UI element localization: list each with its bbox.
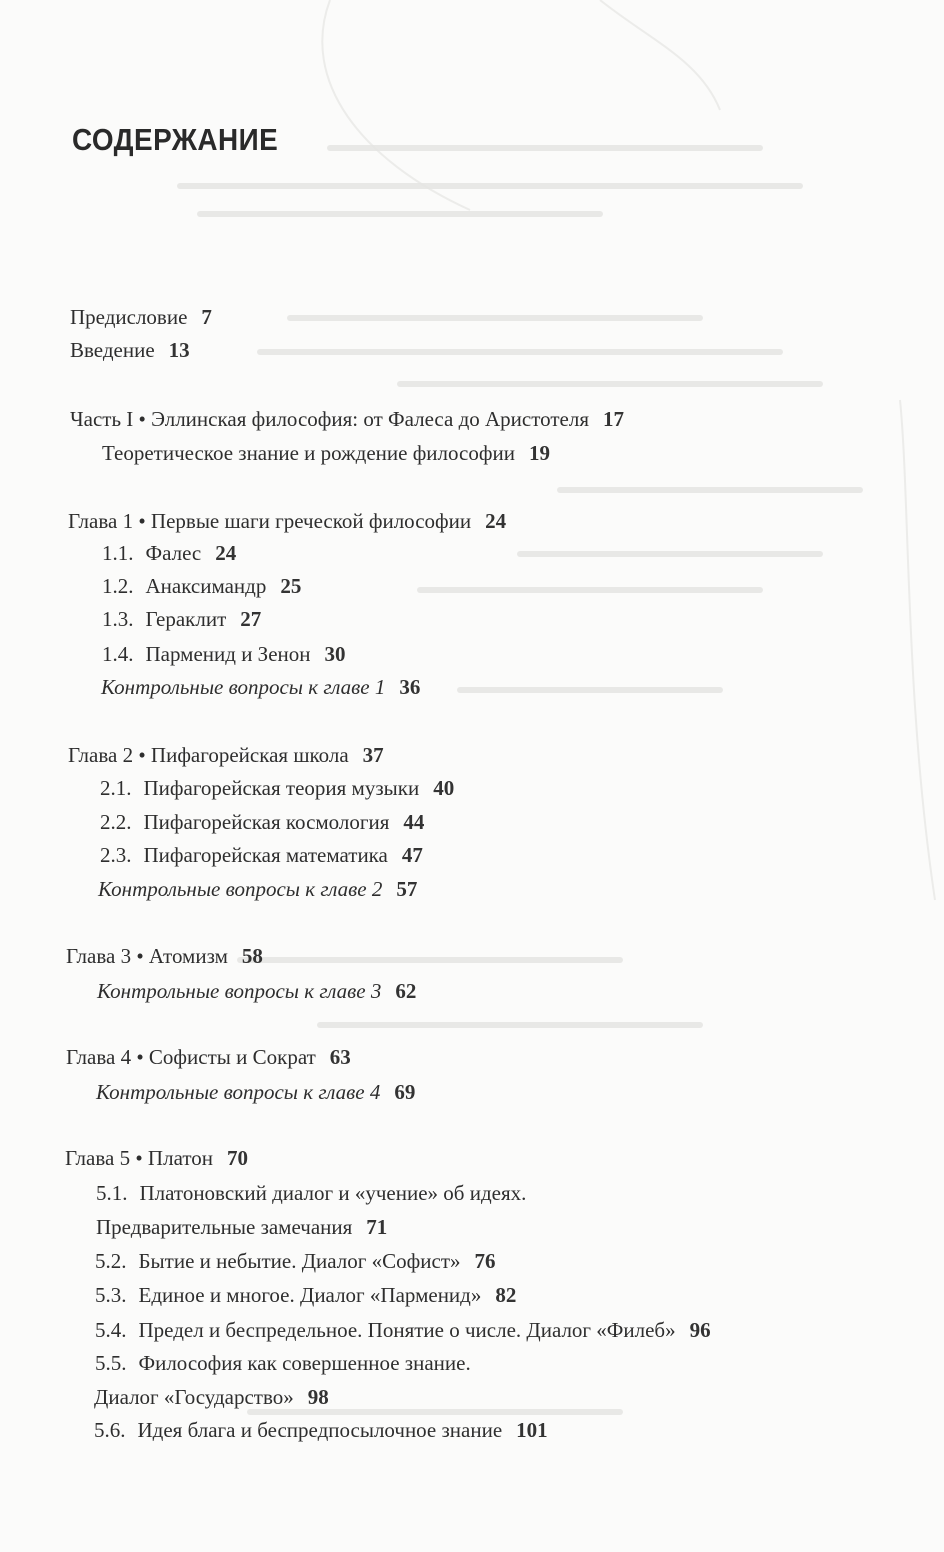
entry-number: 1.2.: [102, 574, 134, 598]
entry-page: 70: [226, 1146, 248, 1170]
entry-title: Глава 5 • Платон: [65, 1146, 213, 1170]
toc-entry-chapter-5: [65, 1146, 248, 1170]
entry-title: Глава 1 • Первые шаги греческой философии: [68, 509, 472, 533]
entry-title: Диалог «Государство»: [94, 1385, 294, 1409]
entry-page: 62: [395, 979, 417, 1003]
toc-entry-chapter-4: [66, 1045, 351, 1069]
entry-page: 101: [516, 1418, 548, 1442]
entry-page: 98: [307, 1385, 329, 1409]
entry-number: 5.6.: [94, 1418, 126, 1442]
toc-entry-section-continuation: [96, 1215, 387, 1239]
entry-title: Контрольные вопросы к главе 2: [98, 877, 383, 901]
entry-page: 71: [366, 1215, 388, 1239]
entry-title: Бытие и небытие. Диалог «Софист»: [138, 1249, 461, 1273]
entry-number: 2.1.: [100, 776, 132, 800]
entry-number: 5.4.: [95, 1318, 127, 1342]
toc-entry-review-questions: [97, 979, 416, 1003]
entry-page: 17: [603, 407, 624, 431]
entry-page: 24: [485, 509, 507, 533]
entry-title: Гераклит: [145, 607, 227, 631]
entry-title: Единое и многое. Диалог «Парменид»: [138, 1283, 482, 1307]
entry-page: 27: [240, 607, 262, 631]
entry-title: Пифагорейская математика: [143, 843, 388, 867]
toc-entry-chapter-2: [68, 743, 384, 767]
entry-number: 5.2.: [95, 1249, 127, 1273]
toc-entry-section: [96, 1181, 526, 1205]
entry-title: Платоновский диалог и «учение» об идеях.: [139, 1181, 527, 1205]
entry-page: 19: [528, 441, 550, 465]
entry-title: Пифагорейская теория музыки: [143, 776, 420, 800]
entry-title: Философия как совершенное знание.: [138, 1351, 471, 1375]
entry-title: Введение: [70, 338, 155, 362]
entry-page: 30: [324, 642, 346, 666]
entry-title: Фалес: [145, 541, 202, 565]
entry-page: 37: [362, 743, 384, 767]
entry-number: 2.3.: [100, 843, 132, 867]
toc-entry-section: [102, 541, 236, 565]
toc-entry-section: [95, 1249, 496, 1273]
entry-page: 69: [394, 1080, 416, 1104]
entry-number: 1.1.: [102, 541, 134, 565]
entry-number: 5.3.: [95, 1283, 127, 1307]
entry-title: Глава 4 • Софисты и Сократ: [66, 1045, 316, 1069]
entry-page: 7: [201, 305, 212, 329]
entry-title: Контрольные вопросы к главе 3: [97, 979, 382, 1003]
toc-entry-theoretical-knowledge: [102, 441, 550, 465]
toc-entry-section: [102, 607, 261, 631]
entry-number: 5.1.: [96, 1181, 128, 1205]
toc-entry-review-questions: [98, 877, 417, 901]
entry-page: 82: [495, 1283, 517, 1307]
toc-entry-introduction: [70, 338, 190, 362]
entry-title: Контрольные вопросы к главе 1: [101, 675, 386, 699]
toc-entry-section: [94, 1418, 548, 1442]
entry-page: 96: [689, 1318, 711, 1342]
toc-heading: СОДЕРЖАНИЕ: [72, 122, 279, 157]
entry-title: Предел и беспредельное. Понятие о числе. Диалог «Филеб»: [138, 1318, 676, 1342]
entry-page: 76: [474, 1249, 496, 1273]
entry-title: Анаксимандр: [145, 574, 267, 598]
toc-entry-review-questions: [101, 675, 420, 699]
toc-entry-section: [100, 843, 423, 867]
entry-title: Глава 3 • Атомизм: [66, 944, 228, 968]
entry-number: 1.3.: [102, 607, 134, 631]
toc-entry-section: [95, 1351, 471, 1375]
entry-page: 58: [241, 944, 263, 968]
toc-entry-part-1: [70, 407, 624, 431]
entry-title: Теоретическое знание и рождение философии: [102, 441, 515, 465]
toc-entry-section: [100, 776, 454, 800]
entry-title: Идея блага и беспредпосылочное знание: [137, 1418, 503, 1442]
toc-entry-section: [102, 642, 346, 666]
entry-title: Часть I • Эллинская философия: от Фалеса до Аристотеля: [70, 407, 589, 431]
entry-page: 24: [215, 541, 237, 565]
entry-title: Контрольные вопросы к главе 4: [96, 1080, 381, 1104]
entry-page: 40: [433, 776, 455, 800]
toc-entry-preface: [70, 305, 212, 329]
entry-title: Глава 2 • Пифагорейская школа: [68, 743, 349, 767]
entry-page: 63: [329, 1045, 351, 1069]
entry-number: 2.2.: [100, 810, 132, 834]
toc-entry-chapter-3: [66, 944, 263, 968]
toc-entry-section: [102, 574, 301, 598]
toc-entry-section: [95, 1318, 711, 1342]
entry-page: 25: [280, 574, 302, 598]
toc-entry-review-questions: [96, 1080, 415, 1104]
toc-entry-chapter-1: [68, 509, 506, 533]
entry-number: 1.4.: [102, 642, 134, 666]
toc-entry-section: [100, 810, 424, 834]
entry-page: 57: [396, 877, 418, 901]
toc-entry-section-continuation: [94, 1385, 329, 1409]
entry-title: Пифагорейская космология: [143, 810, 390, 834]
entry-title: Предисловие: [70, 305, 188, 329]
toc-entry-section: [95, 1283, 516, 1307]
entry-page: 36: [399, 675, 421, 699]
entry-page: 47: [401, 843, 423, 867]
entry-number: 5.5.: [95, 1351, 127, 1375]
entry-title: Предварительные замечания: [96, 1215, 353, 1239]
entry-page: 44: [403, 810, 425, 834]
entry-title: Парменид и Зенон: [145, 642, 311, 666]
entry-page: 13: [168, 338, 190, 362]
